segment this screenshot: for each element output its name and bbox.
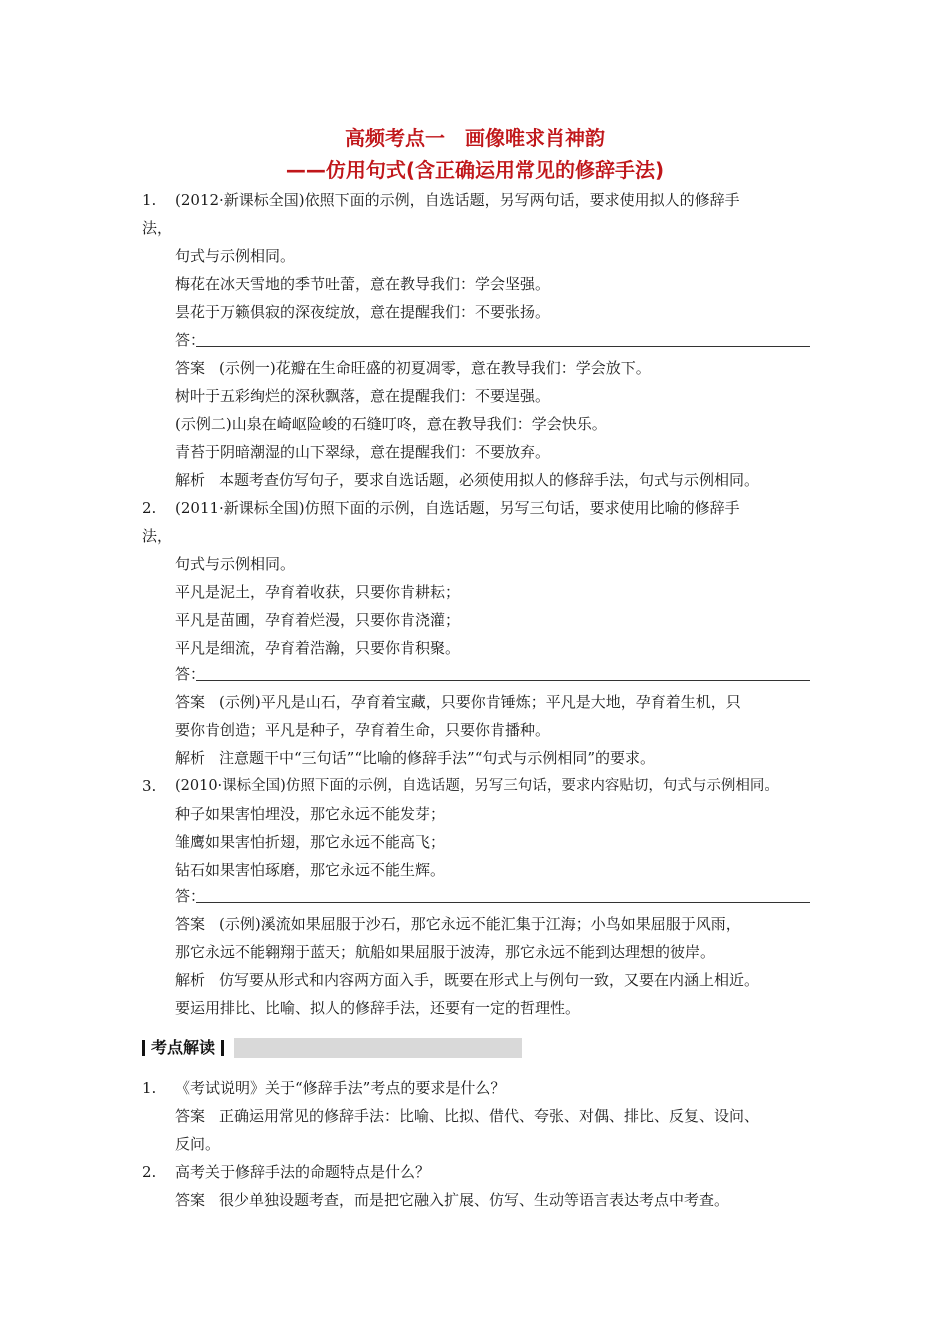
question-3-analysis-line-2: 要运用排比、比喻、拟人的修辞手法，还要有一定的哲理性。 — [175, 999, 581, 1017]
question-2-stem: (2011·新课标全国)仿照下面的示例，自选话题，另写三句话，要求使用比喻的修辞手 — [175, 499, 740, 517]
analysis-key: 解析 — [175, 471, 206, 489]
section-item-1-number: 1. — [142, 1079, 157, 1097]
question-1-number: 1. — [142, 191, 157, 209]
heading-bar-right — [221, 1040, 224, 1056]
question-1-stem-cont: 句式与示例相同。 — [175, 247, 296, 265]
analysis-key: 解析 — [175, 971, 206, 989]
section-item-1-question: 《考试说明》关于“修辞手法”考点的要求是什么？ — [175, 1079, 506, 1097]
question-1-answer-line-2: 树叶于五彩绚烂的深秋飘落，意在提醒我们：不要逞强。 — [175, 387, 551, 405]
question-2-example-1: 平凡是泥土，孕育着收获，只要你肯耕耘； — [175, 583, 461, 601]
page-title: 高频考点一 画像唯求肖神韵 — [345, 126, 605, 150]
question-2-answer-blank[interactable] — [196, 680, 810, 681]
question-3-example-1: 种子如果害怕埋没，那它永远不能发芽； — [175, 805, 446, 823]
answer-text: (示例一)花瓣在生命旺盛的初夏凋零，意在教导我们：学会放下。 — [219, 359, 651, 377]
section-item-1-answer — [175, 1106, 759, 1126]
question-1-analysis — [175, 470, 759, 490]
answer-key: 答案 — [175, 359, 206, 377]
analysis-key: 解析 — [175, 749, 206, 767]
question-3-answer-line-2: 那它永远不能翱翔于蓝天；航船如果屈服于波涛，那它永远不能到达理想的彼岸。 — [175, 943, 716, 961]
question-2-number: 2. — [142, 499, 157, 517]
answer-text: 正确运用常见的修辞手法：比喻、比拟、借代、夸张、对偶、排比、反复、设问、 — [219, 1107, 760, 1125]
question-2-example-2: 平凡是苗圃，孕育着烂漫，只要你肯浇灌； — [175, 611, 461, 629]
question-1-answer-line-4: 青苔于阴暗潮湿的山下翠绿，意在提醒我们：不要放弃。 — [175, 443, 551, 461]
question-1-answer-line-3: (示例二)山泉在崎岖险峻的石缝叮咚，意在教导我们：学会快乐。 — [175, 415, 607, 433]
question-1-answer-blank[interactable] — [196, 346, 810, 347]
question-2-stem-cont: 句式与示例相同。 — [175, 555, 296, 573]
analysis-text: 注意题干中“三句话”“比喻的修辞手法”“句式与示例相同”的要求。 — [219, 749, 656, 767]
question-1-stem-wrap: 法， — [142, 219, 173, 237]
question-2-stem-wrap: 法， — [142, 527, 173, 545]
answer-key: 答案 — [175, 693, 206, 711]
section-heading — [142, 1038, 234, 1058]
question-1-example-2: 昙花于万籁俱寂的深夜绽放，意在提醒我们：不要张扬。 — [175, 303, 551, 321]
question-3-example-2: 雏鹰如果害怕折翅，那它永远不能高飞； — [175, 833, 446, 851]
question-2-answer — [175, 692, 741, 712]
question-3-analysis — [175, 970, 759, 990]
question-2-answer-label: 答： — [175, 665, 206, 683]
question-2-answer-line-2: 要你肯创造；平凡是种子，孕育着生命，只要你肯播种。 — [175, 721, 551, 739]
heading-bar-left — [142, 1040, 145, 1056]
answer-key: 答案 — [175, 1107, 206, 1125]
question-1-stem: (2012·新课标全国)依照下面的示例，自选话题，另写两句话，要求使用拟人的修辞手 — [175, 191, 740, 209]
question-3-example-3: 钻石如果害怕琢磨，那它永远不能生辉。 — [175, 861, 446, 879]
question-3-number: 3. — [142, 777, 157, 795]
section-item-2-number: 2. — [142, 1163, 157, 1181]
question-3-stem: (2010·课标全国)仿照下面的示例，自选话题，另写三句话，要求内容贴切，句式与示例相同。 — [175, 778, 779, 794]
section-item-2-question: 高考关于修辞手法的命题特点是什么？ — [175, 1163, 431, 1181]
question-3-answer-blank[interactable] — [196, 902, 810, 903]
analysis-text: 仿写要从形式和内容两方面入手，既要在形式上与例句一致，又要在内涵上相近。 — [219, 971, 760, 989]
question-1-answer — [175, 358, 651, 378]
section-item-1-answer-line-2: 反问。 — [175, 1135, 221, 1153]
page-subtitle: ——仿用句式(含正确运用常见的修辞手法) — [285, 158, 665, 182]
question-2-analysis — [175, 748, 655, 768]
answer-key: 答案 — [175, 1191, 206, 1209]
question-3-answer — [175, 914, 741, 934]
section-heading-text: 考点解读 — [151, 1038, 216, 1057]
analysis-text: 本题考查仿写句子，要求自选话题，必须使用拟人的修辞手法，句式与示例相同。 — [219, 471, 760, 489]
answer-key: 答案 — [175, 915, 206, 933]
section-item-2-answer — [175, 1190, 729, 1210]
question-2-example-3: 平凡是细流，孕育着浩瀚，只要你肯积聚。 — [175, 639, 461, 657]
answer-text: (示例)平凡是山石，孕育着宝藏，只要你肯锤炼；平凡是大地，孕育着生机，只 — [219, 693, 741, 711]
answer-text: 很少单独设题考查，而是把它融入扩展、仿写、生动等语言表达考点中考查。 — [219, 1191, 730, 1209]
question-1-answer-label: 答： — [175, 331, 206, 349]
answer-text: (示例)溪流如果屈服于沙石，那它永远不能汇集于江海；小鸟如果屈服于风雨， — [219, 915, 741, 933]
question-1-example-1: 梅花在冰天雪地的季节吐蕾，意在教导我们：学会坚强。 — [175, 275, 551, 293]
question-3-answer-label: 答： — [175, 887, 206, 905]
